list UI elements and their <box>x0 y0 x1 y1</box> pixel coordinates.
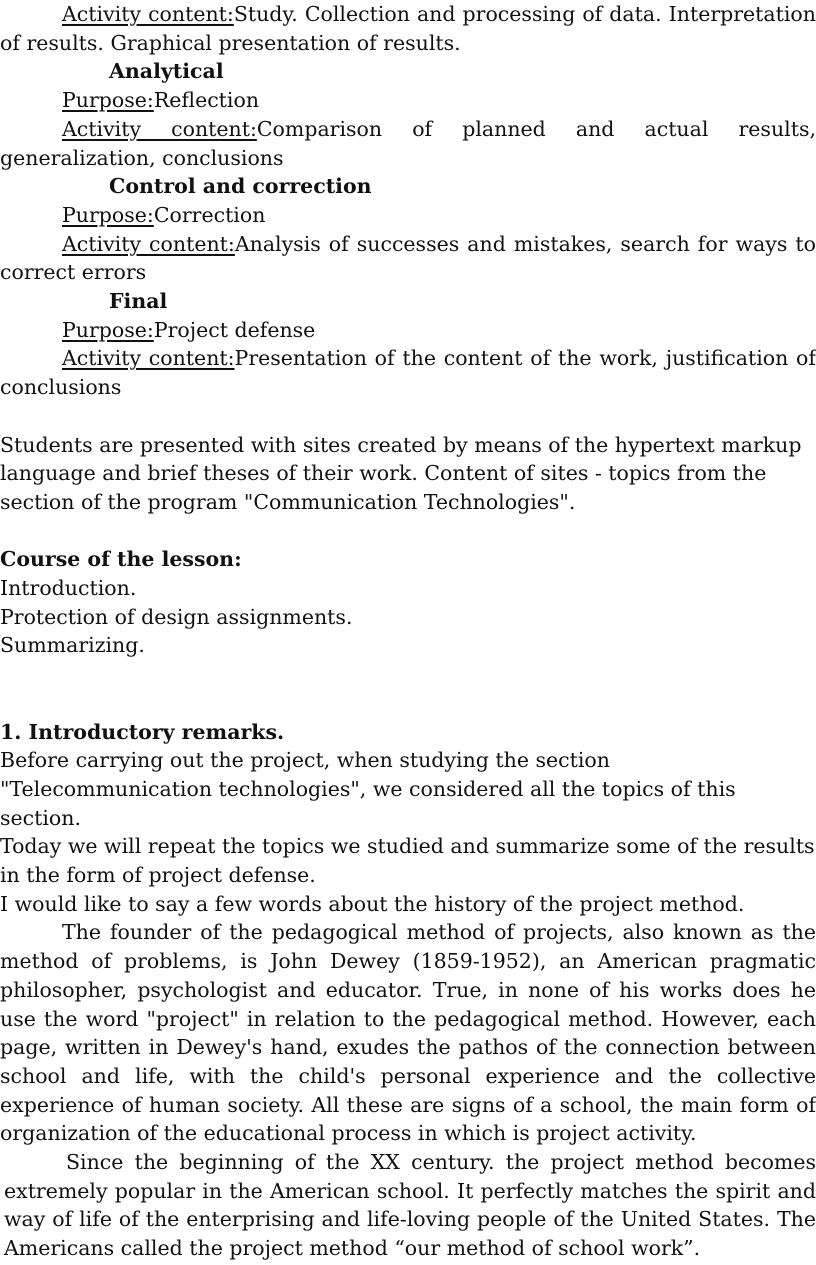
stage-title: Analytical <box>109 59 224 84</box>
history-paragraph: Since the beginning of the XX century. the project method becomes extremely popular in the American school. It perfectly matches the spirit and way of life of the enterprising and life-loving people of the United States. The Americans called the project method “our method of school work”. <box>4 1150 816 1261</box>
course-item: Summarizing. <box>0 633 145 658</box>
stage-title: Control and correction <box>109 174 372 199</box>
course-item: Introduction. <box>0 576 137 601</box>
course-item: Protection of design assignments. <box>0 604 353 629</box>
body-paragraph: Today we will repeat the topics we studied and summarize some of the results in the form of project defense. <box>0 834 815 888</box>
dewey-paragraph: The founder of the pedagogical method of projects, also known as the method of problems, is John Dewey (1859-1952), an American pragmatic philosopher, psychologist and educator. True, in none of his works does he use the word "project" in relation to the pedagogical method. However, each page, written in Dewey's hand, exudes the pathos of the connection between school and life, with the child's personal experience and the collective experience of human society. All these are signs of a school, the main form of organization of the educational process in which is project activity. <box>0 920 816 1146</box>
activity-content-paragraph <box>0 344 816 401</box>
purpose-label: Purpose: <box>62 88 154 113</box>
intro-paragraph: Students are presented with sites created by means of the hypertext markup language and brief theses of their work. Content of sites - topics from the section of the program "Communication Technologies". <box>0 432 802 514</box>
activity-content-paragraph <box>0 0 816 57</box>
activity-content-text: Presentation of the content of the work, justification of conclusions <box>0 346 816 400</box>
activity-content-text: Analysis of successes and mistakes, search for ways to correct errors <box>0 231 816 285</box>
activity-content-paragraph <box>0 115 816 172</box>
purpose-text: Reflection <box>153 88 260 113</box>
activity-content-label: Activity content: <box>62 346 235 371</box>
purpose-label: Purpose: <box>62 317 154 342</box>
spacer <box>0 402 816 431</box>
spacer <box>0 660 816 717</box>
activity-content-text: Comparison of planned and actual results, generalization, conclusions <box>0 116 816 170</box>
purpose-paragraph <box>0 201 816 230</box>
purpose-paragraph <box>0 86 816 115</box>
text-line: Before carrying out the project, when studying the section <box>0 748 610 773</box>
text-line: section. <box>0 805 81 830</box>
body-paragraph: I would like to say a few words about the history of the project method. <box>0 891 745 916</box>
purpose-text: Correction <box>153 202 266 227</box>
activity-content-text: Study. Collection and processing of data. Interpretation of results. Graphical presentation of results. <box>0 2 816 55</box>
stage-title: Final <box>109 289 168 314</box>
purpose-paragraph <box>0 316 816 345</box>
purpose-label: Purpose: <box>62 202 154 227</box>
purpose-text: Project defense <box>153 317 316 342</box>
activity-content-label: Activity content: <box>62 116 257 141</box>
spacer <box>0 517 816 546</box>
activity-content-label: Activity content: <box>62 231 235 256</box>
activity-content-label: Activity content: <box>62 2 234 26</box>
text-line: "Telecommunication technologies", we considered all the topics of this <box>0 776 736 801</box>
course-heading: Course of the lesson: <box>0 547 242 572</box>
activity-content-paragraph <box>0 230 816 287</box>
section-heading: 1. Introductory remarks. <box>0 719 285 744</box>
